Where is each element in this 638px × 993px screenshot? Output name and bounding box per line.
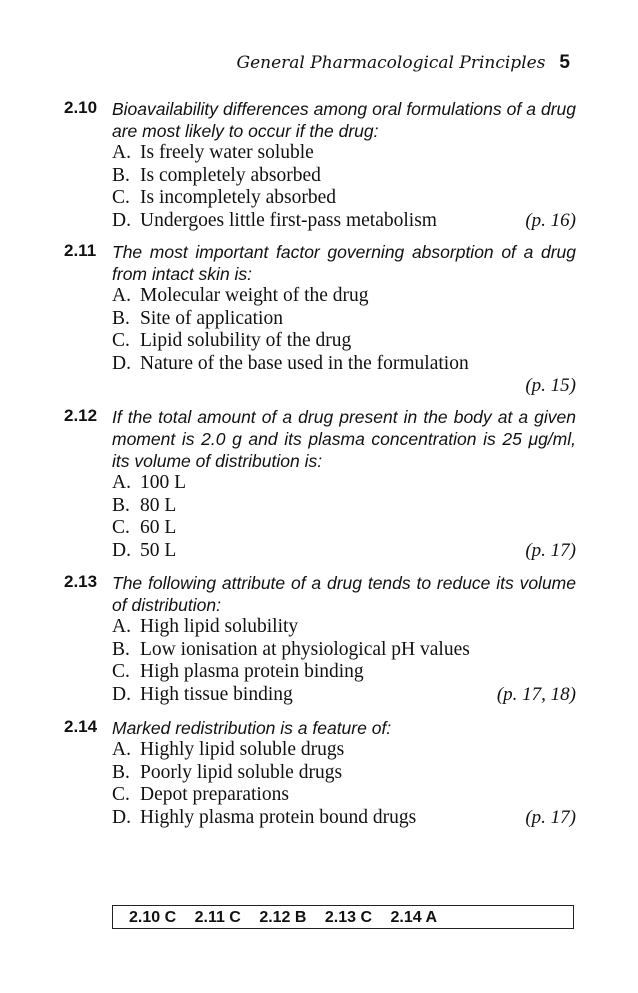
- answer-key: [112, 905, 574, 929]
- page-reference: (p. 15): [525, 375, 576, 396]
- option-c: C. Depot preparations: [112, 784, 289, 805]
- option-b: B. Low ionisation at physiological pH values: [112, 638, 470, 660]
- question-text: The following attribute of a drug tends to reduce its volume of distribution:: [112, 573, 576, 615]
- page-reference: (p. 17): [525, 806, 576, 828]
- question-text: Marked redistribution is a feature of:: [112, 718, 392, 738]
- option-c: C. Lipid solubility of the drug: [112, 330, 352, 351]
- question-number: 2.14: [64, 717, 98, 736]
- option-b: B. 80 L: [112, 494, 177, 516]
- option-d: D. Highly plasma protein bound drugs (p. 17): [112, 806, 576, 828]
- option-c: C. Is incompletely absorbed: [112, 187, 337, 208]
- page-number: 5: [559, 52, 570, 73]
- option-d: D. 50 L (p. 17): [112, 539, 576, 561]
- option-c: C. High plasma protein binding: [112, 661, 364, 682]
- option-b: B. Site of application: [112, 307, 283, 329]
- header-title: General Pharmacological Principles: [236, 53, 546, 73]
- question-text: Bioavailability differences among oral formulations of a drug are most likely to occur if the drug:: [112, 99, 576, 141]
- question-2-13: [64, 572, 576, 706]
- option-a: A. Highly lipid soluble drugs: [112, 739, 345, 760]
- option-a: A. Is freely water soluble: [112, 142, 314, 163]
- page-reference: (p. 17): [525, 539, 576, 561]
- answer-2-12: 2.12 B: [259, 909, 307, 926]
- option-a: A. 100 L: [112, 472, 187, 493]
- question-2-12: [64, 406, 576, 562]
- question-text: If the total amount of a drug present in the body at a given moment is 2.0 g and its plasma concentration is 25 μg/ml, its volume of distribution is:: [112, 407, 576, 471]
- question-2-11: [64, 241, 576, 397]
- question-number: 2.11: [64, 241, 97, 260]
- question-number: 2.13: [64, 572, 98, 591]
- option-d: D. Nature of the base used in the formulation: [112, 352, 469, 374]
- answer-2-11: 2.11 C: [194, 909, 241, 926]
- question-text: The most important factor governing absorption of a drug from intact skin is:: [112, 242, 576, 284]
- page-reference: (p. 17, 18): [496, 683, 576, 705]
- answer-2-10: 2.10 C: [129, 909, 177, 926]
- option-b: B. Poorly lipid soluble drugs: [112, 761, 343, 783]
- page-reference: (p. 16): [525, 209, 576, 231]
- question-2-10: [64, 98, 576, 232]
- option-b: B. Is completely absorbed: [112, 164, 321, 186]
- option-c: C. 60 L: [112, 517, 177, 538]
- option-a: A. Molecular weight of the drug: [112, 285, 369, 306]
- option-d: D. High tissue binding (p. 17, 18): [112, 683, 576, 705]
- option-a: A. High lipid solubility: [112, 616, 299, 637]
- running-header: [237, 52, 571, 74]
- question-number: 2.10: [64, 98, 98, 117]
- answer-2-13: 2.13 C: [324, 909, 373, 926]
- question-number: 2.12: [64, 406, 98, 425]
- question-2-14: [64, 717, 576, 829]
- answer-2-14: 2.14 A: [390, 909, 438, 926]
- option-d: D. Undergoes little first-pass metabolism (p. 16): [112, 209, 576, 231]
